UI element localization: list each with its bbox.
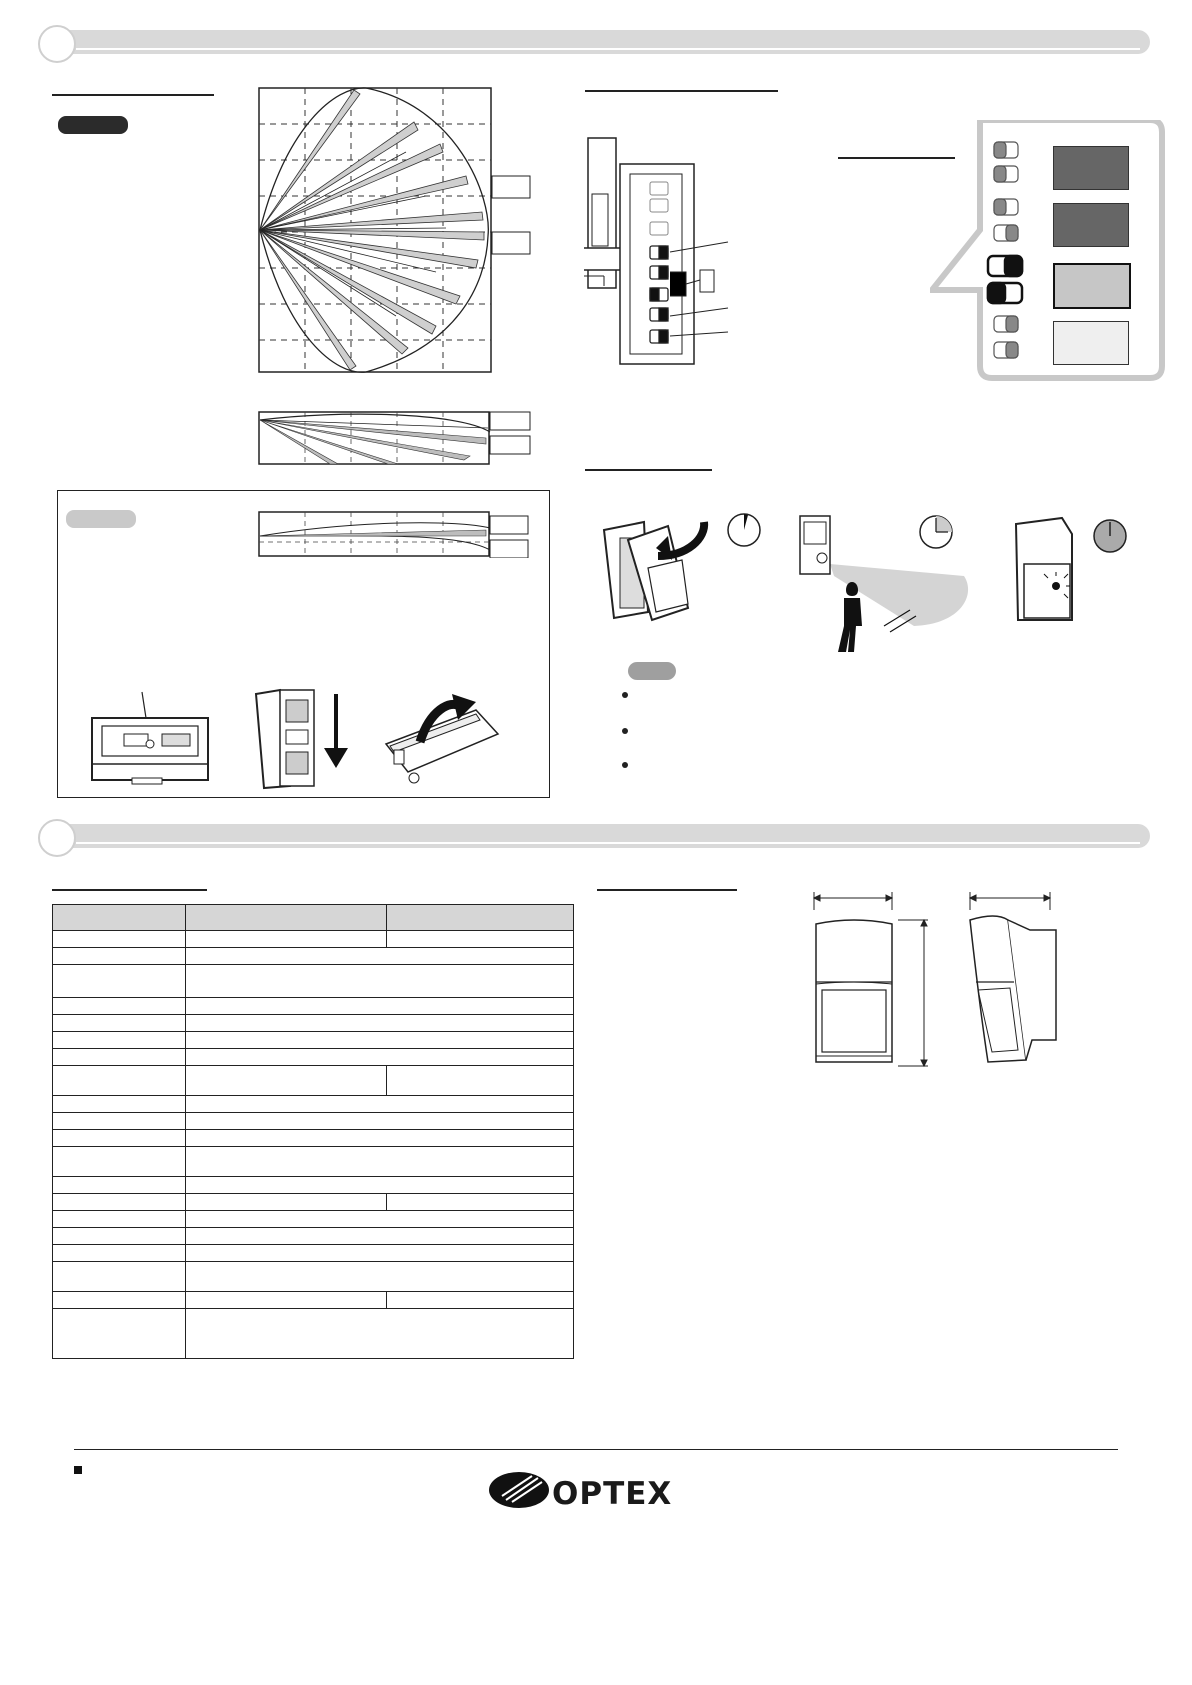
side-view-detection-pattern (258, 410, 536, 468)
optex-wordmark: OPTEX (552, 1476, 673, 1512)
table-row (53, 905, 574, 931)
footer-rule (74, 1449, 1118, 1450)
table-row (53, 1262, 574, 1292)
specifications-heading-rule (52, 889, 207, 891)
table-row (53, 965, 574, 998)
table-row (53, 1228, 574, 1245)
detection-area-heading-rule (52, 94, 214, 96)
table-row (53, 1130, 574, 1147)
optex-logo-icon (488, 1470, 550, 1510)
sensitivity-level-1-swatch (1053, 146, 1129, 190)
alternate-side-view-pattern (258, 510, 536, 558)
table-row (53, 1177, 574, 1194)
cover-removal-illustration (250, 686, 360, 790)
specifications-table (52, 904, 574, 1359)
table-row (53, 1147, 574, 1177)
table-row (53, 1292, 574, 1309)
sensitivity-switch-states (986, 140, 1026, 366)
top-view-detection-pattern (256, 86, 536, 376)
table-row (53, 1032, 574, 1049)
timer-complete-icon (1092, 518, 1128, 554)
dimensions-heading-rule (597, 889, 737, 891)
lens-location-illustration (88, 690, 212, 786)
sensor-led-illustration (1008, 514, 1078, 626)
table-row (53, 931, 574, 948)
note-bullet-3 (622, 762, 628, 768)
note-label-pill (628, 662, 676, 680)
dip-switch-heading-rule (585, 90, 778, 92)
table-row (53, 1113, 574, 1130)
lens-insert-illustration (380, 690, 504, 786)
section-number-badge-2 (38, 819, 76, 857)
sensitivity-level-3-swatch (1053, 263, 1131, 309)
dip-switch-unit-illustration (582, 130, 732, 366)
sensitivity-callout-frame (930, 120, 1170, 382)
table-row (53, 1066, 574, 1096)
table-row (53, 998, 574, 1015)
table-row (53, 1211, 574, 1228)
table-row (53, 948, 574, 965)
section-band-1 (42, 30, 1150, 54)
table-row (53, 1245, 574, 1262)
side-view-dimension-drawing (966, 890, 1066, 1068)
note-bullet-1 (622, 692, 628, 698)
table-row (53, 1049, 574, 1066)
alternate-mode-pill (66, 510, 136, 528)
timer-start-icon (726, 512, 762, 548)
sensitivity-level-4-swatch (1053, 321, 1129, 365)
section-band-2 (42, 824, 1150, 848)
timer-running-icon (918, 514, 954, 550)
mode-label-pill (58, 116, 128, 134)
front-view-dimension-drawing (808, 890, 928, 1068)
footer-square-bullet (74, 1466, 82, 1474)
table-row (53, 1194, 574, 1211)
table-row (53, 1096, 574, 1113)
sensitivity-level-2-swatch (1053, 203, 1129, 247)
walk-test-heading-rule (585, 469, 712, 471)
table-row (53, 1309, 574, 1359)
table-row (53, 1015, 574, 1032)
note-bullet-2 (622, 728, 628, 734)
section-number-badge-1 (38, 25, 76, 63)
